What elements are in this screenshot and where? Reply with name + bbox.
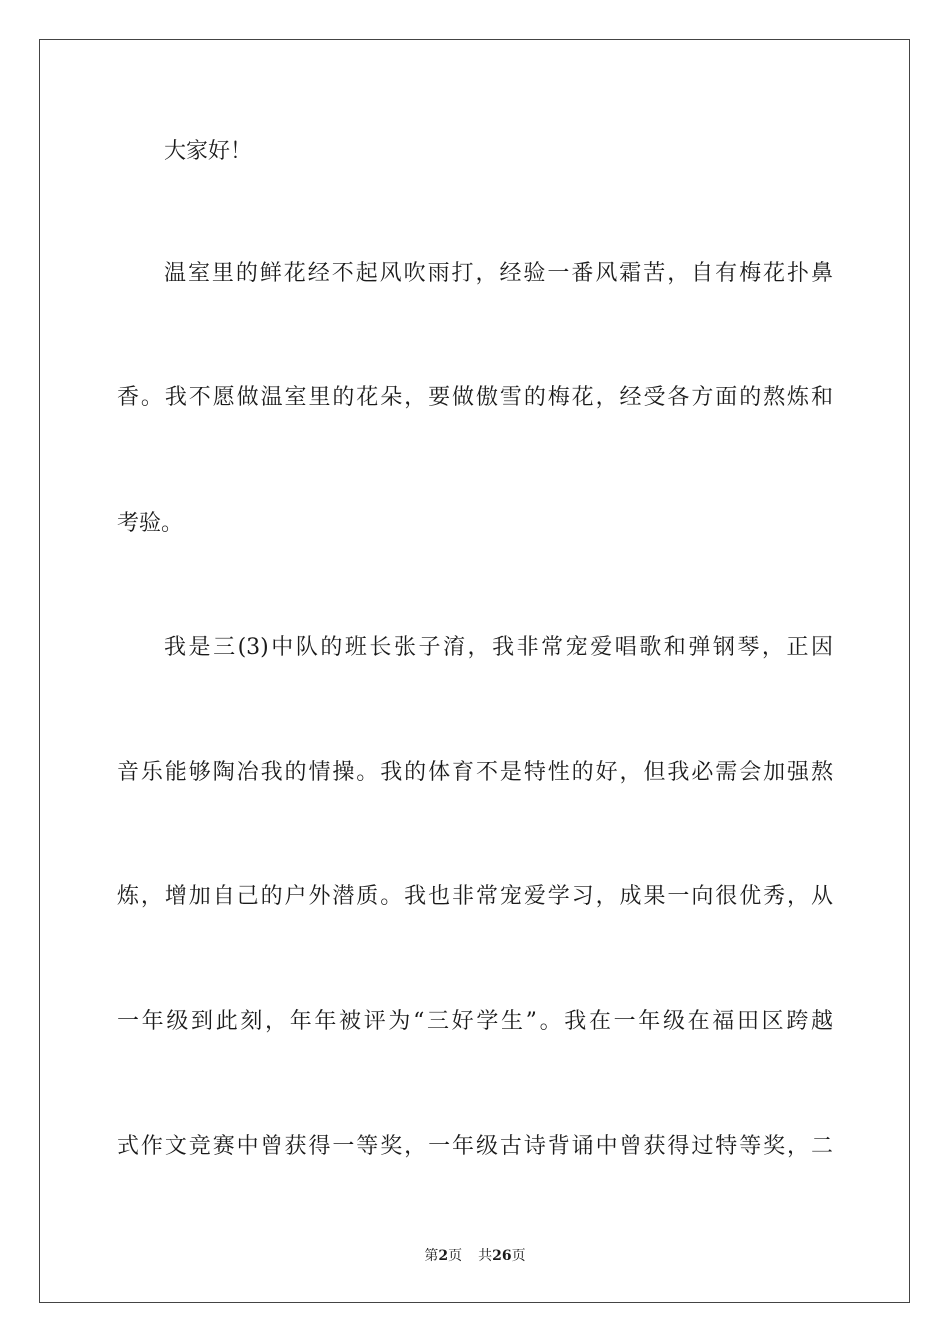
- page-prefix: 第: [424, 1248, 439, 1264]
- page-number: 2: [438, 1248, 449, 1264]
- page-indicator: [424, 1248, 462, 1264]
- paragraph-line: 我是三(3)中队的班长张子淯，我非常宠爱唱歌和弹钢琴，正因: [164, 635, 833, 660]
- paragraph-line: 香。我不愿做温室里的花朵，要做傲雪的梅花，经受各方面的熬炼和: [117, 385, 833, 410]
- paragraph-line: 一年级到此刻，年年被评为“三好学生”。我在一年级在福田区跨越: [117, 1009, 833, 1034]
- paragraph-line: 温室里的鲜花经不起风吹雨打，经验一番风霜苦，自有梅花扑鼻: [164, 261, 833, 286]
- total-suffix: 页: [511, 1248, 526, 1264]
- greeting-line: 大家好！: [164, 139, 253, 164]
- paragraph-line: 炼，增加自己的户外潜质。我也非常宠爱学习，成果一向很优秀，从: [117, 884, 833, 909]
- page-footer: [0, 1246, 950, 1266]
- paragraph-line: 音乐能够陶冶我的情操。我的体育不是特性的好，但我必需会加强熬: [117, 760, 833, 785]
- page-frame: [39, 39, 910, 1303]
- page-suffix: 页: [448, 1248, 463, 1264]
- total-pages: 26: [492, 1248, 512, 1264]
- total-indicator: [478, 1248, 525, 1264]
- paragraph-line: 式作文竞赛中曾获得一等奖，一年级古诗背诵中曾获得过特等奖，二: [117, 1134, 833, 1159]
- total-prefix: 共: [478, 1248, 493, 1264]
- paragraph-line: 考验。: [117, 511, 184, 536]
